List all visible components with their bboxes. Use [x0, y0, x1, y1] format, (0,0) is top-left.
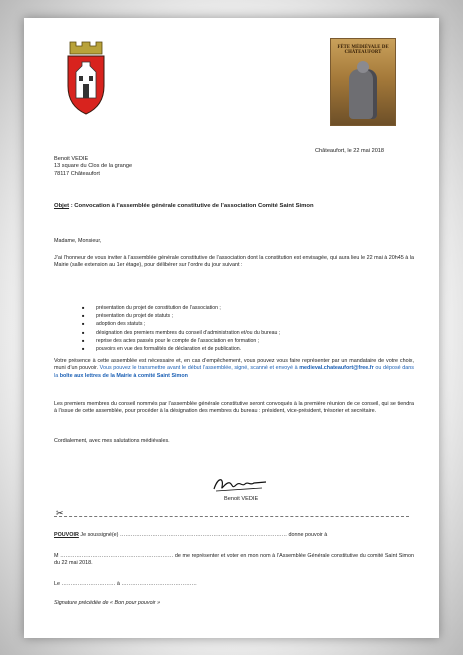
proxy-title: POUVOIR — [54, 532, 79, 538]
letter-page — [24, 18, 439, 638]
list-item: ■ présentation du projet de statuts ; — [82, 312, 280, 320]
list-item: ■ pouvoirs en vue des formalités de déclaration et de publication. — [82, 345, 280, 353]
mailbox-text: boîte aux lettres de la Mairie à comité Saint Simon — [59, 372, 188, 379]
sender-name: Benoit VEDIE — [54, 156, 89, 162]
event-poster-image — [330, 38, 396, 126]
letter-date: Châteaufort, le 22 mai 2018 — [315, 148, 385, 154]
sender-block — [54, 156, 132, 178]
list-item: ■ adoption des statuts ; — [82, 320, 280, 328]
proxy-date-place-line: Le ………………………… à …………………………………… — [54, 581, 197, 587]
list-item: ■ reprise des actes passés pour le compte de l’association en formation ; — [82, 337, 280, 345]
send-text-mid: ou déposé dans la — [54, 365, 414, 379]
agenda-list — [82, 304, 280, 353]
subject-label: Objet — [54, 203, 70, 209]
proxy-line-1-text: Je soussigné(e) ………………………………………………………………………………… donne pouvoir à — [78, 532, 328, 538]
handwritten-signature — [210, 473, 270, 495]
coat-of-arms-logo — [62, 38, 110, 116]
scissors-icon: ✂ — [56, 508, 64, 518]
list-item: ■ désignation des premiers membres du conseil d’administration et/ou du bureau ; — [82, 329, 280, 337]
presence-paragraph — [54, 358, 414, 380]
presence-text: Votre présence à cette assemblée est nécessaire et, en cas d’empêchement, vous pouvez vous faire représenter par un mandataire de votre choix, muni d’un pouvoir. — [54, 358, 414, 372]
subject-text: : Convocation à l’assemblée générale constitutive de l’association Comité Saint Simon — [69, 203, 314, 209]
cut-line — [54, 516, 409, 517]
sender-address-line2: 78117 Châteaufort — [54, 170, 100, 177]
poster-title: FÊTE MÉDIÉVALE DE CHÂTEAUFORT — [337, 44, 389, 54]
proxy-line-2: M ……………………………………………………… de me représenter et voter en mon nom à l’Assemblée Générale constitutive du comité Saint Simon du 22 mai 2018. — [54, 553, 414, 567]
send-text-start: Vous pouvez le transmettre avant le début l’assemblée, signé, scanné et envoyé à — [99, 365, 300, 372]
email-link[interactable]: medieval.chateaufort@free.fr — [299, 365, 374, 372]
sender-address-line1: 13 square du Clos de la grange — [54, 163, 133, 170]
closing-line: Cordialement, avec mes salutations médiévales. — [54, 438, 170, 444]
knight-figure — [349, 69, 377, 119]
intro-paragraph: J’ai l’honneur de vous inviter à l’assemblée générale constitutive de l’association dont la constitution est envisagée, qui aura lieu le 22 mai à 20h45 à la Mairie (salle extension au 1er étage), pour délibérer sur l’ordre du jour suivant : — [54, 255, 414, 269]
proxy-line-1 — [54, 532, 414, 539]
list-item: ■ présentation du projet de constitution de l’association ; — [82, 304, 280, 312]
salutation: Madame, Monsieur, — [54, 238, 102, 244]
members-paragraph: Les premiers membres du conseil nommés par l’assemblée générale constitutive seront convoqués à la première réunion de ce conseil, qui se tiendra à l’issue de cette assemblée, pour procéder à la désignation des membres du bureau : président, vice-président, trésorier et secrétaire. — [54, 401, 414, 415]
signature-name: Benoit VEDIE — [224, 496, 259, 502]
send-instructions — [54, 365, 414, 378]
proxy-signature-line: Signature précédée de « Bon pour pouvoir » — [54, 600, 161, 606]
subject-line — [54, 203, 314, 210]
